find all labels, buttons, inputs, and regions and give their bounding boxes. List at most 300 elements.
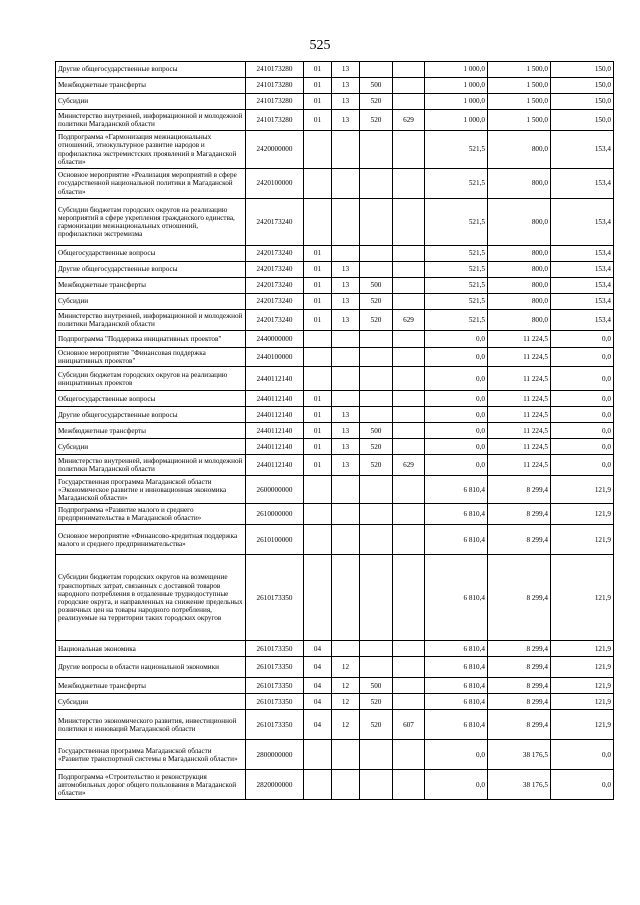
amount-year2-cell: 11 224,5 <box>488 391 551 407</box>
section-cell: 01 <box>304 439 332 455</box>
subsection-cell <box>332 641 360 657</box>
amount-year1-cell: 521,5 <box>425 246 488 262</box>
administrator-cell <box>393 331 425 348</box>
row-name-cell: Подпрограмма "Поддержка инициативных проектов" <box>56 331 246 348</box>
amount-year2-cell: 8 299,4 <box>488 710 551 740</box>
amount-year1-cell: 0,0 <box>425 331 488 348</box>
row-name-cell: Подпрограмма «Развитие малого и среднего предпринимательства в Магаданской области» <box>56 504 246 525</box>
amount-year2-cell: 800,0 <box>488 246 551 262</box>
table-row <box>56 262 614 278</box>
section-cell <box>304 555 332 641</box>
administrator-cell <box>393 348 425 367</box>
administrator-cell: 629 <box>393 455 425 476</box>
percent-cell: 0,0 <box>551 455 614 476</box>
amount-year1-cell: 521,5 <box>425 199 488 246</box>
section-cell <box>304 770 332 800</box>
section-cell: 01 <box>304 94 332 110</box>
table-row <box>56 740 614 770</box>
section-cell: 01 <box>304 294 332 310</box>
section-cell: 01 <box>304 110 332 131</box>
percent-cell: 153,4 <box>551 246 614 262</box>
subsection-cell: 13 <box>332 455 360 476</box>
percent-cell: 121,9 <box>551 710 614 740</box>
budget-table <box>55 61 614 800</box>
row-name-cell: Подпрограмма «Гармонизация межнациональных отношений, этнокультурное развитие народов и профилактика экстремистских проявлений в Магаданской области» <box>56 131 246 169</box>
amount-year2-cell: 800,0 <box>488 131 551 169</box>
amount-year1-cell: 0,0 <box>425 740 488 770</box>
table-row <box>56 455 614 476</box>
row-name-cell: Субсидии бюджетам городских округов на возмещение транспортных затрат, связанных с доставкой товаров народного потребления в отдаленные труднодоступные городские округа, и направленных на снижение предельных розничных цен на товары народного потребления, реализуемые на территории таких городских округов <box>56 555 246 641</box>
percent-cell: 150,0 <box>551 78 614 94</box>
table-row <box>56 169 614 199</box>
amount-year2-cell: 8 299,4 <box>488 678 551 694</box>
amount-year2-cell: 800,0 <box>488 199 551 246</box>
expense-type-cell <box>360 657 393 678</box>
table-row <box>56 78 614 94</box>
target-code-cell: 2800000000 <box>246 740 304 770</box>
target-code-cell: 2420173240 <box>246 310 304 331</box>
administrator-cell <box>393 262 425 278</box>
percent-cell: 121,9 <box>551 657 614 678</box>
table-row <box>56 525 614 555</box>
percent-cell: 153,4 <box>551 262 614 278</box>
section-cell: 01 <box>304 310 332 331</box>
amount-year1-cell: 521,5 <box>425 169 488 199</box>
amount-year2-cell: 800,0 <box>488 278 551 294</box>
amount-year2-cell: 8 299,4 <box>488 694 551 710</box>
table-row <box>56 678 614 694</box>
administrator-cell <box>393 78 425 94</box>
percent-cell: 150,0 <box>551 62 614 78</box>
amount-year1-cell: 0,0 <box>425 770 488 800</box>
administrator-cell <box>393 294 425 310</box>
table-row <box>56 199 614 246</box>
subsection-cell: 12 <box>332 657 360 678</box>
percent-cell: 121,9 <box>551 476 614 504</box>
section-cell: 01 <box>304 407 332 423</box>
target-code-cell: 2610173350 <box>246 555 304 641</box>
target-code-cell: 2440100000 <box>246 348 304 367</box>
amount-year1-cell: 521,5 <box>425 131 488 169</box>
amount-year1-cell: 0,0 <box>425 407 488 423</box>
table-row <box>56 278 614 294</box>
amount-year1-cell: 6 810,4 <box>425 710 488 740</box>
amount-year1-cell: 0,0 <box>425 455 488 476</box>
subsection-cell: 13 <box>332 407 360 423</box>
percent-cell: 153,4 <box>551 131 614 169</box>
section-cell: 01 <box>304 278 332 294</box>
amount-year2-cell: 800,0 <box>488 310 551 331</box>
section-cell: 01 <box>304 455 332 476</box>
row-name-cell: Министерство внутренней, информационной и молодежной политики Магаданской области <box>56 310 246 331</box>
row-name-cell: Государственная программа Магаданской области «Экономическое развитие и инновационная экономика Магаданской области» <box>56 476 246 504</box>
target-code-cell: 2420173240 <box>246 246 304 262</box>
row-name-cell: Основное мероприятие «Финансово-кредитная поддержка малого и среднего предпринимательства» <box>56 525 246 555</box>
subsection-cell <box>332 131 360 169</box>
amount-year2-cell: 800,0 <box>488 262 551 278</box>
subsection-cell <box>332 246 360 262</box>
table-row <box>56 331 614 348</box>
expense-type-cell <box>360 740 393 770</box>
row-name-cell: Национальная экономика <box>56 641 246 657</box>
row-name-cell: Субсидии <box>56 694 246 710</box>
amount-year2-cell: 11 224,5 <box>488 331 551 348</box>
amount-year2-cell: 11 224,5 <box>488 348 551 367</box>
amount-year1-cell: 521,5 <box>425 310 488 331</box>
subsection-cell <box>332 555 360 641</box>
expense-type-cell <box>360 367 393 391</box>
percent-cell: 0,0 <box>551 423 614 439</box>
percent-cell: 150,0 <box>551 94 614 110</box>
amount-year1-cell: 1 000,0 <box>425 110 488 131</box>
subsection-cell: 13 <box>332 294 360 310</box>
administrator-cell <box>393 62 425 78</box>
target-code-cell: 2610000000 <box>246 504 304 525</box>
administrator-cell <box>393 367 425 391</box>
section-cell <box>304 504 332 525</box>
row-name-cell: Общегосударственные вопросы <box>56 246 246 262</box>
percent-cell: 153,4 <box>551 278 614 294</box>
section-cell <box>304 131 332 169</box>
amount-year1-cell: 6 810,4 <box>425 678 488 694</box>
subsection-cell: 13 <box>332 110 360 131</box>
section-cell <box>304 525 332 555</box>
amount-year2-cell: 11 224,5 <box>488 439 551 455</box>
expense-type-cell <box>360 169 393 199</box>
expense-type-cell <box>360 770 393 800</box>
administrator-cell <box>393 476 425 504</box>
percent-cell: 0,0 <box>551 407 614 423</box>
table-row <box>56 476 614 504</box>
expense-type-cell: 500 <box>360 78 393 94</box>
table-row <box>56 504 614 525</box>
percent-cell: 153,4 <box>551 199 614 246</box>
percent-cell: 121,9 <box>551 525 614 555</box>
section-cell: 04 <box>304 678 332 694</box>
table-row <box>56 94 614 110</box>
table-row <box>56 348 614 367</box>
target-code-cell: 2420173240 <box>246 294 304 310</box>
percent-cell: 121,9 <box>551 694 614 710</box>
section-cell <box>304 476 332 504</box>
section-cell: 01 <box>304 78 332 94</box>
expense-type-cell: 500 <box>360 678 393 694</box>
amount-year1-cell: 6 810,4 <box>425 525 488 555</box>
amount-year1-cell: 1 000,0 <box>425 94 488 110</box>
target-code-cell: 2600000000 <box>246 476 304 504</box>
target-code-cell: 2440112140 <box>246 455 304 476</box>
target-code-cell: 2410173280 <box>246 94 304 110</box>
administrator-cell: 629 <box>393 110 425 131</box>
amount-year2-cell: 8 299,4 <box>488 504 551 525</box>
amount-year2-cell: 11 224,5 <box>488 407 551 423</box>
table-row <box>56 423 614 439</box>
row-name-cell: Межбюджетные трансферты <box>56 678 246 694</box>
amount-year1-cell: 6 810,4 <box>425 657 488 678</box>
expense-type-cell <box>360 504 393 525</box>
target-code-cell: 2410173280 <box>246 110 304 131</box>
expense-type-cell: 520 <box>360 94 393 110</box>
section-cell: 04 <box>304 710 332 740</box>
amount-year2-cell: 8 299,4 <box>488 555 551 641</box>
subsection-cell: 13 <box>332 310 360 331</box>
administrator-cell <box>393 94 425 110</box>
subsection-cell: 13 <box>332 62 360 78</box>
amount-year1-cell: 0,0 <box>425 391 488 407</box>
section-cell <box>304 348 332 367</box>
amount-year2-cell: 38 176,5 <box>488 740 551 770</box>
expense-type-cell <box>360 331 393 348</box>
table-row <box>56 407 614 423</box>
amount-year2-cell: 8 299,4 <box>488 657 551 678</box>
amount-year1-cell: 6 810,4 <box>425 694 488 710</box>
row-name-cell: Министерство внутренней, информационной и молодежной политики Магаданской области <box>56 110 246 131</box>
table-row <box>56 131 614 169</box>
expense-type-cell: 520 <box>360 294 393 310</box>
target-code-cell: 2820000000 <box>246 770 304 800</box>
target-code-cell: 2440112140 <box>246 391 304 407</box>
table-row <box>56 770 614 800</box>
percent-cell: 0,0 <box>551 331 614 348</box>
subsection-cell <box>332 169 360 199</box>
expense-type-cell <box>360 62 393 78</box>
page-number: 525 <box>309 38 331 53</box>
percent-cell: 153,4 <box>551 310 614 331</box>
expense-type-cell <box>360 199 393 246</box>
table-row <box>56 294 614 310</box>
amount-year2-cell: 11 224,5 <box>488 367 551 391</box>
row-name-cell: Другие общегосударственные вопросы <box>56 62 246 78</box>
administrator-cell <box>393 407 425 423</box>
amount-year1-cell: 521,5 <box>425 294 488 310</box>
subsection-cell <box>332 525 360 555</box>
target-code-cell: 2440112140 <box>246 423 304 439</box>
subsection-cell: 12 <box>332 710 360 740</box>
expense-type-cell <box>360 391 393 407</box>
subsection-cell: 12 <box>332 678 360 694</box>
amount-year1-cell: 0,0 <box>425 348 488 367</box>
administrator-cell <box>393 641 425 657</box>
administrator-cell <box>393 504 425 525</box>
expense-type-cell <box>360 476 393 504</box>
amount-year1-cell: 6 810,4 <box>425 641 488 657</box>
administrator-cell <box>393 391 425 407</box>
expense-type-cell: 520 <box>360 710 393 740</box>
target-code-cell: 2420173240 <box>246 262 304 278</box>
subsection-cell: 13 <box>332 262 360 278</box>
percent-cell: 0,0 <box>551 391 614 407</box>
table-row <box>56 110 614 131</box>
section-cell: 04 <box>304 641 332 657</box>
administrator-cell: 629 <box>393 310 425 331</box>
amount-year2-cell: 38 176,5 <box>488 770 551 800</box>
expense-type-cell <box>360 641 393 657</box>
expense-type-cell <box>360 407 393 423</box>
subsection-cell <box>332 476 360 504</box>
section-cell: 01 <box>304 62 332 78</box>
target-code-cell: 2420000000 <box>246 131 304 169</box>
row-name-cell: Основное мероприятие "Финансовая поддержка инициативных проектов" <box>56 348 246 367</box>
amount-year2-cell: 1 500,0 <box>488 94 551 110</box>
subsection-cell <box>332 391 360 407</box>
table-row <box>56 694 614 710</box>
row-name-cell: Субсидии <box>56 94 246 110</box>
target-code-cell: 2410173280 <box>246 62 304 78</box>
table-row <box>56 657 614 678</box>
target-code-cell: 2610173350 <box>246 678 304 694</box>
row-name-cell: Субсидии бюджетам городских округов на реализацию инициативных проектов <box>56 367 246 391</box>
target-code-cell: 2610173350 <box>246 641 304 657</box>
target-code-cell: 2610173350 <box>246 657 304 678</box>
administrator-cell <box>393 423 425 439</box>
row-name-cell: Межбюджетные трансферты <box>56 423 246 439</box>
administrator-cell <box>393 525 425 555</box>
amount-year1-cell: 6 810,4 <box>425 504 488 525</box>
table-row <box>56 391 614 407</box>
row-name-cell: Субсидии <box>56 294 246 310</box>
administrator-cell <box>393 740 425 770</box>
amount-year2-cell: 800,0 <box>488 169 551 199</box>
percent-cell: 0,0 <box>551 740 614 770</box>
amount-year2-cell: 8 299,4 <box>488 641 551 657</box>
expense-type-cell <box>360 246 393 262</box>
section-cell <box>304 740 332 770</box>
target-code-cell: 2610173350 <box>246 694 304 710</box>
row-name-cell: Другие вопросы в области национальной экономики <box>56 657 246 678</box>
percent-cell: 121,9 <box>551 641 614 657</box>
amount-year1-cell: 521,5 <box>425 262 488 278</box>
subsection-cell: 13 <box>332 278 360 294</box>
administrator-cell <box>393 439 425 455</box>
row-name-cell: Основное мероприятие «Реализация мероприятий в сфере государственной национальной политики в Магаданской области» <box>56 169 246 199</box>
section-cell: 01 <box>304 391 332 407</box>
percent-cell: 0,0 <box>551 439 614 455</box>
table-row <box>56 439 614 455</box>
amount-year1-cell: 0,0 <box>425 423 488 439</box>
expense-type-cell: 500 <box>360 278 393 294</box>
amount-year1-cell: 0,0 <box>425 439 488 455</box>
percent-cell: 0,0 <box>551 367 614 391</box>
target-code-cell: 2420173240 <box>246 199 304 246</box>
subsection-cell <box>332 367 360 391</box>
target-code-cell: 2410173280 <box>246 78 304 94</box>
percent-cell: 150,0 <box>551 110 614 131</box>
expense-type-cell <box>360 525 393 555</box>
target-code-cell: 2440112140 <box>246 367 304 391</box>
percent-cell: 0,0 <box>551 770 614 800</box>
amount-year2-cell: 8 299,4 <box>488 476 551 504</box>
row-name-cell: Государственная программа Магаданской области «Развитие транспортной системы в Магаданской области» <box>56 740 246 770</box>
row-name-cell: Подпрограмма «Строительство и реконструкция автомобильных дорог общего пользования в Магаданской области» <box>56 770 246 800</box>
table-row <box>56 641 614 657</box>
expense-type-cell <box>360 131 393 169</box>
section-cell <box>304 199 332 246</box>
row-name-cell: Межбюджетные трансферты <box>56 78 246 94</box>
section-cell <box>304 169 332 199</box>
table-row <box>56 367 614 391</box>
percent-cell: 121,9 <box>551 678 614 694</box>
target-code-cell: 2420173240 <box>246 278 304 294</box>
row-name-cell: Другие общегосударственные вопросы <box>56 262 246 278</box>
subsection-cell <box>332 770 360 800</box>
section-cell <box>304 331 332 348</box>
administrator-cell <box>393 770 425 800</box>
table-row <box>56 62 614 78</box>
target-code-cell: 2610100000 <box>246 525 304 555</box>
administrator-cell <box>393 246 425 262</box>
subsection-cell <box>332 504 360 525</box>
row-name-cell: Другие общегосударственные вопросы <box>56 407 246 423</box>
row-name-cell: Министерство экономического развития, инвестиционной политики и инноваций Магаданской области <box>56 710 246 740</box>
percent-cell: 121,9 <box>551 555 614 641</box>
administrator-cell <box>393 657 425 678</box>
row-name-cell: Субсидии бюджетам городских округов на реализацию мероприятий в сфере укрепления гражданского единства, гармонизации межнациональных отношений, профилактики экстремизма <box>56 199 246 246</box>
amount-year1-cell: 6 810,4 <box>425 476 488 504</box>
subsection-cell: 13 <box>332 423 360 439</box>
amount-year1-cell: 0,0 <box>425 367 488 391</box>
row-name-cell: Межбюджетные трансферты <box>56 278 246 294</box>
percent-cell: 153,4 <box>551 294 614 310</box>
administrator-cell <box>393 694 425 710</box>
expense-type-cell: 520 <box>360 110 393 131</box>
expense-type-cell <box>360 262 393 278</box>
table-row <box>56 310 614 331</box>
administrator-cell <box>393 169 425 199</box>
percent-cell: 0,0 <box>551 348 614 367</box>
subsection-cell: 13 <box>332 94 360 110</box>
row-name-cell: Министерство внутренней, информационной и молодежной политики Магаданской области <box>56 455 246 476</box>
administrator-cell <box>393 555 425 641</box>
section-cell: 01 <box>304 423 332 439</box>
target-code-cell: 2610173350 <box>246 710 304 740</box>
section-cell: 04 <box>304 694 332 710</box>
amount-year2-cell: 1 500,0 <box>488 78 551 94</box>
amount-year2-cell: 11 224,5 <box>488 455 551 476</box>
percent-cell: 153,4 <box>551 169 614 199</box>
expense-type-cell: 500 <box>360 423 393 439</box>
target-code-cell: 2440112140 <box>246 407 304 423</box>
row-name-cell: Субсидии <box>56 439 246 455</box>
table-row <box>56 246 614 262</box>
expense-type-cell <box>360 348 393 367</box>
administrator-cell <box>393 131 425 169</box>
table-row <box>56 710 614 740</box>
administrator-cell <box>393 278 425 294</box>
target-code-cell: 2440000000 <box>246 331 304 348</box>
subsection-cell <box>332 740 360 770</box>
expense-type-cell: 520 <box>360 694 393 710</box>
amount-year2-cell: 8 299,4 <box>488 525 551 555</box>
section-cell: 04 <box>304 657 332 678</box>
subsection-cell <box>332 199 360 246</box>
expense-type-cell: 520 <box>360 439 393 455</box>
subsection-cell <box>332 348 360 367</box>
amount-year2-cell: 800,0 <box>488 294 551 310</box>
administrator-cell <box>393 199 425 246</box>
table-row <box>56 555 614 641</box>
subsection-cell: 13 <box>332 78 360 94</box>
amount-year2-cell: 11 224,5 <box>488 423 551 439</box>
amount-year2-cell: 1 500,0 <box>488 62 551 78</box>
amount-year1-cell: 1 000,0 <box>425 78 488 94</box>
expense-type-cell: 520 <box>360 310 393 331</box>
section-cell: 01 <box>304 246 332 262</box>
expense-type-cell: 520 <box>360 455 393 476</box>
expense-type-cell <box>360 555 393 641</box>
subsection-cell: 13 <box>332 439 360 455</box>
subsection-cell <box>332 331 360 348</box>
amount-year1-cell: 521,5 <box>425 278 488 294</box>
